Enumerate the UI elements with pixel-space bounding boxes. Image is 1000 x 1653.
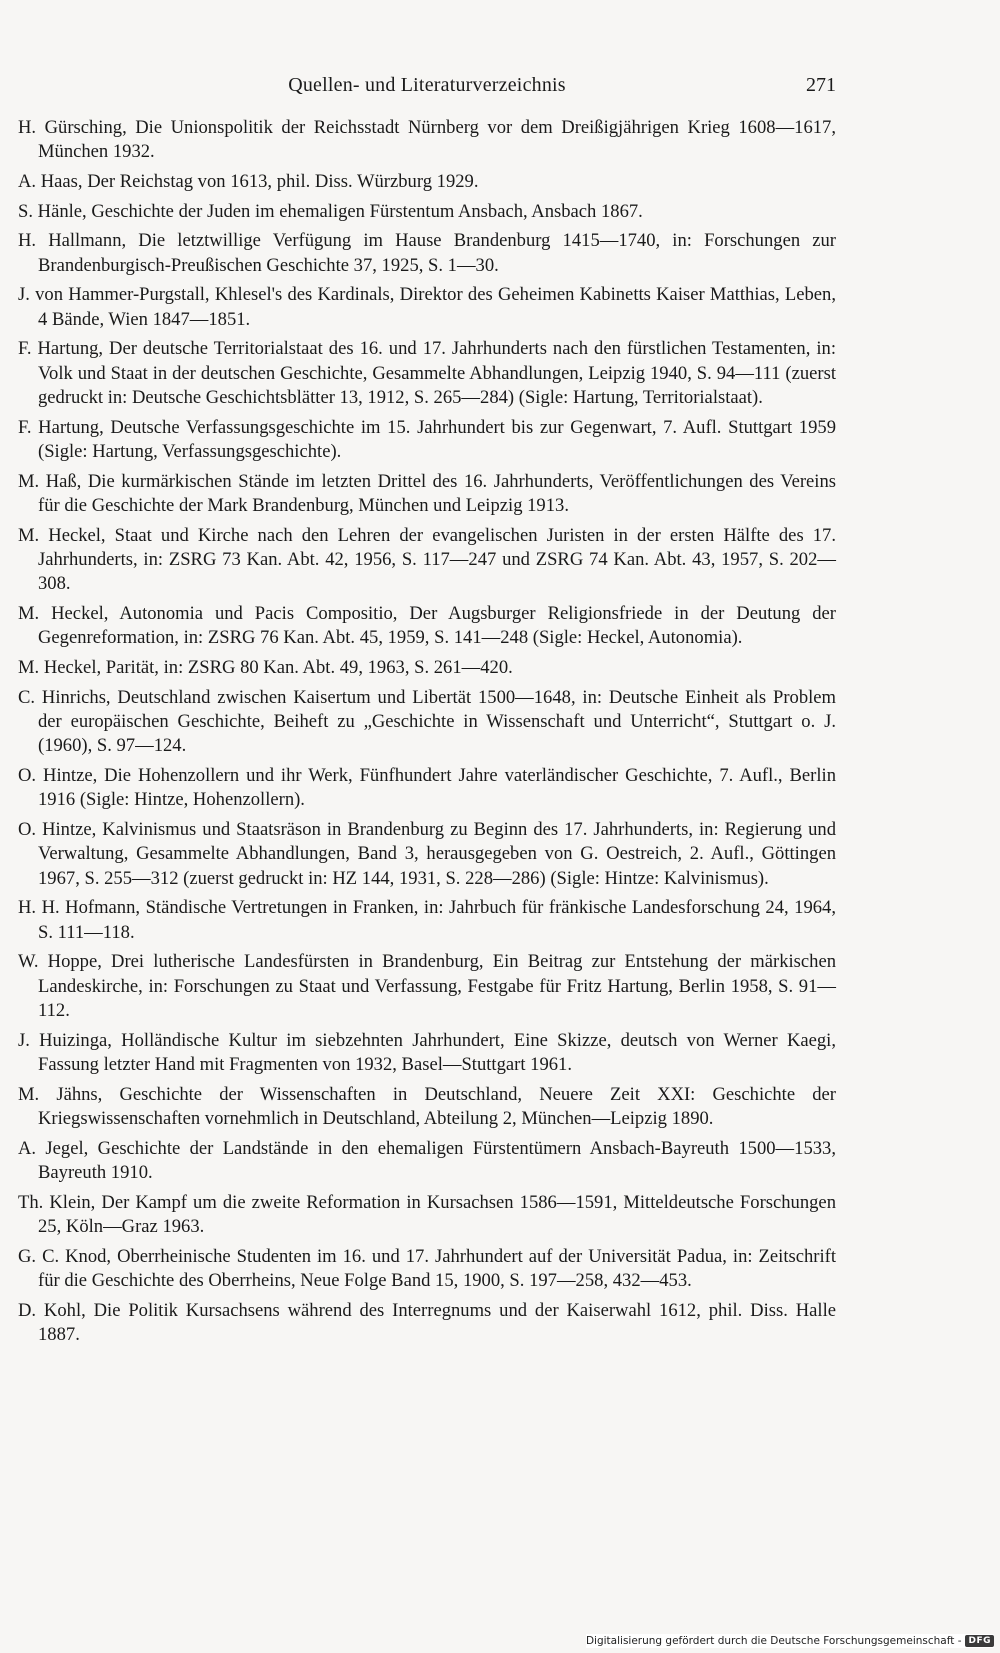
digitization-footer [586,1634,994,1648]
bibliography-entry: A. Jegel, Geschichte der Landstände in den ehemaligen Fürstentümern Ansbach-Bayreuth 1500—1533, Bayreuth 1910. [18,1137,836,1184]
bibliography-entry: D. Kohl, Die Politik Kursachsens während des Interregnums und der Kaiserwahl 1612, phil. Diss. Halle 1887. [18,1299,836,1346]
bibliography-entry: C. Hinrichs, Deutschland zwischen Kaisertum und Libertät 1500—1648, in: Deutsche Einheit als Problem der europäischen Geschichte, Beiheft zu „Geschichte in Wissenschaft und Unterricht“, Stuttgart o. J. (1960), S. 97—124. [18,686,836,757]
bibliography-entry: H. Hallmann, Die letztwillige Verfügung im Hause Brandenburg 1415—1740, in: Forschungen zur Brandenburgisch-Preußischen Geschichte 37, 1925, S. 1—30. [18,230,836,276]
running-title: Quellen- und Literaturverzeichnis [288,74,566,96]
bibliography-entry: M. Heckel, Autonomia und Pacis Compositio, Der Augsburger Religionsfriede in der Deutung der Gegenreformation, in: ZSRG 76 Kan. Abt. 45, 1959, S. 141—248 (Sigle: Heckel, Autonomia). [18,603,836,649]
bibliography-entry: G. C. Knod, Oberrheinische Studenten im 16. und 17. Jahrhundert auf der Universität Padua, in: Zeitschrift für die Geschichte des Oberrheins, Neue Folge Band 15, 1900, S. 197—258, 432—453. [18,1245,836,1292]
bibliography-entry: M. Heckel, Parität, in: ZSRG 80 Kan. Abt. 49, 1963, S. 261—420. [18,657,513,678]
page-number: 271 [806,74,836,96]
bibliography-entry: Th. Klein, Der Kampf um die zweite Reformation in Kursachsen 1586—1591, Mitteldeutsche Forschungen 25, Köln—Graz 1963. [18,1191,836,1238]
page-header [18,74,836,106]
bibliography-entry: H. H. Hofmann, Ständische Vertretungen in Franken, in: Jahrbuch für fränkische Landesforschung 24, 1964, S. 111—118. [18,897,836,943]
bibliography-entry: O. Hintze, Kalvinismus und Staatsräson in Brandenburg zu Beginn des 17. Jahrhunderts, in: Regierung und Verwaltung, Gesammelte Abhandlungen, Band 3, herausgegeben von G. Oestreich, 2. Aufl., Göttingen 1967, S. 255—312 (zuerst gedruckt in: HZ 144, 1931, S. 228—286) (Sigle: Hintze: Kalvinismus). [18,819,836,889]
bibliography-entry: M. Haß, Die kurmärkischen Stände im letzten Drittel des 16. Jahrhunderts, Veröffentlichungen des Vereins für die Geschichte der Mark Brandenburg, München und Leipzig 1913. [18,470,836,516]
bibliography-entry: S. Hänle, Geschichte der Juden im ehemaligen Fürstentum Ansbach, Ansbach 1867. [18,200,643,222]
bibliography-entry: O. Hintze, Die Hohenzollern und ihr Werk, Fünfhundert Jahre vaterländischer Geschichte, 7. Aufl., Berlin 1916 (Sigle: Hintze, Hohenzollern). [18,765,836,811]
bibliography-entry: A. Haas, Der Reichstag von 1613, phil. Diss. Würzburg 1929. [18,171,479,192]
bibliography-entry: H. Gürsching, Die Unionspolitik der Reichsstadt Nürnberg vor dem Dreißigjährigen Krieg 1608—1617, München 1932. [18,117,836,163]
bibliography-entry: M. Jähns, Geschichte der Wissenschaften in Deutschland, Neuere Zeit XXI: Geschichte der Kriegswissenschaften vornehmlich in Deutschland, Abteilung 2, München—Leipzig 1890. [18,1083,836,1130]
bibliography-list [18,116,836,1353]
footer-credit-text: Digitalisierung gefördert durch die Deutsche Forschungsgemeinschaft - [585,1635,962,1647]
bibliography-entry: J. Huizinga, Holländische Kultur im siebzehnten Jahrhundert, Eine Skizze, deutsch von Werner Kaegi, Fassung letzter Hand mit Fragmenten von 1932, Basel—Stuttgart 1961. [18,1029,836,1076]
bibliography-entry: F. Hartung, Der deutsche Territorialstaat des 16. und 17. Jahrhunderts nach den fürstlichen Testamenten, in: Volk und Staat in der deutschen Geschichte, Gesammelte Abhandlungen, Leipzig 1940, S. 94—111 (zuerst gedruckt in: Deutsche Geschichtsblätter 13, 1912, S. 265—284) (Sigle: Hartung, Territorialstaat). [18,338,836,408]
dfg-logo: DFG [965,1635,994,1647]
bibliography-entry: J. von Hammer-Purgstall, Khlesel's des Kardinals, Direktor des Geheimen Kabinetts Kaiser Matthias, Leben, 4 Bände, Wien 1847—1851. [18,284,836,330]
bibliography-entry: W. Hoppe, Drei lutherische Landesfürsten in Brandenburg, Ein Beitrag zur Entstehung der märkischen Landeskirche, in: Forschungen zu Staat und Verfassung, Festgabe für Fritz Hartung, Berlin 1958, S. 91—112. [18,951,836,1022]
bibliography-entry: M. Heckel, Staat und Kirche nach den Lehren der evangelischen Juristen in der ersten Hälfte des 17. Jahrhunderts, in: ZSRG 73 Kan. Abt. 42, 1956, S. 117—247 und ZSRG 74 Kan. Abt. 43, 1957, S. 202—308. [18,524,836,595]
bibliography-entry: F. Hartung, Deutsche Verfassungsgeschichte im 15. Jahrhundert bis zur Gegenwart, 7. Aufl. Stuttgart 1959 (Sigle: Hartung, Verfassungsgeschichte). [18,416,836,462]
